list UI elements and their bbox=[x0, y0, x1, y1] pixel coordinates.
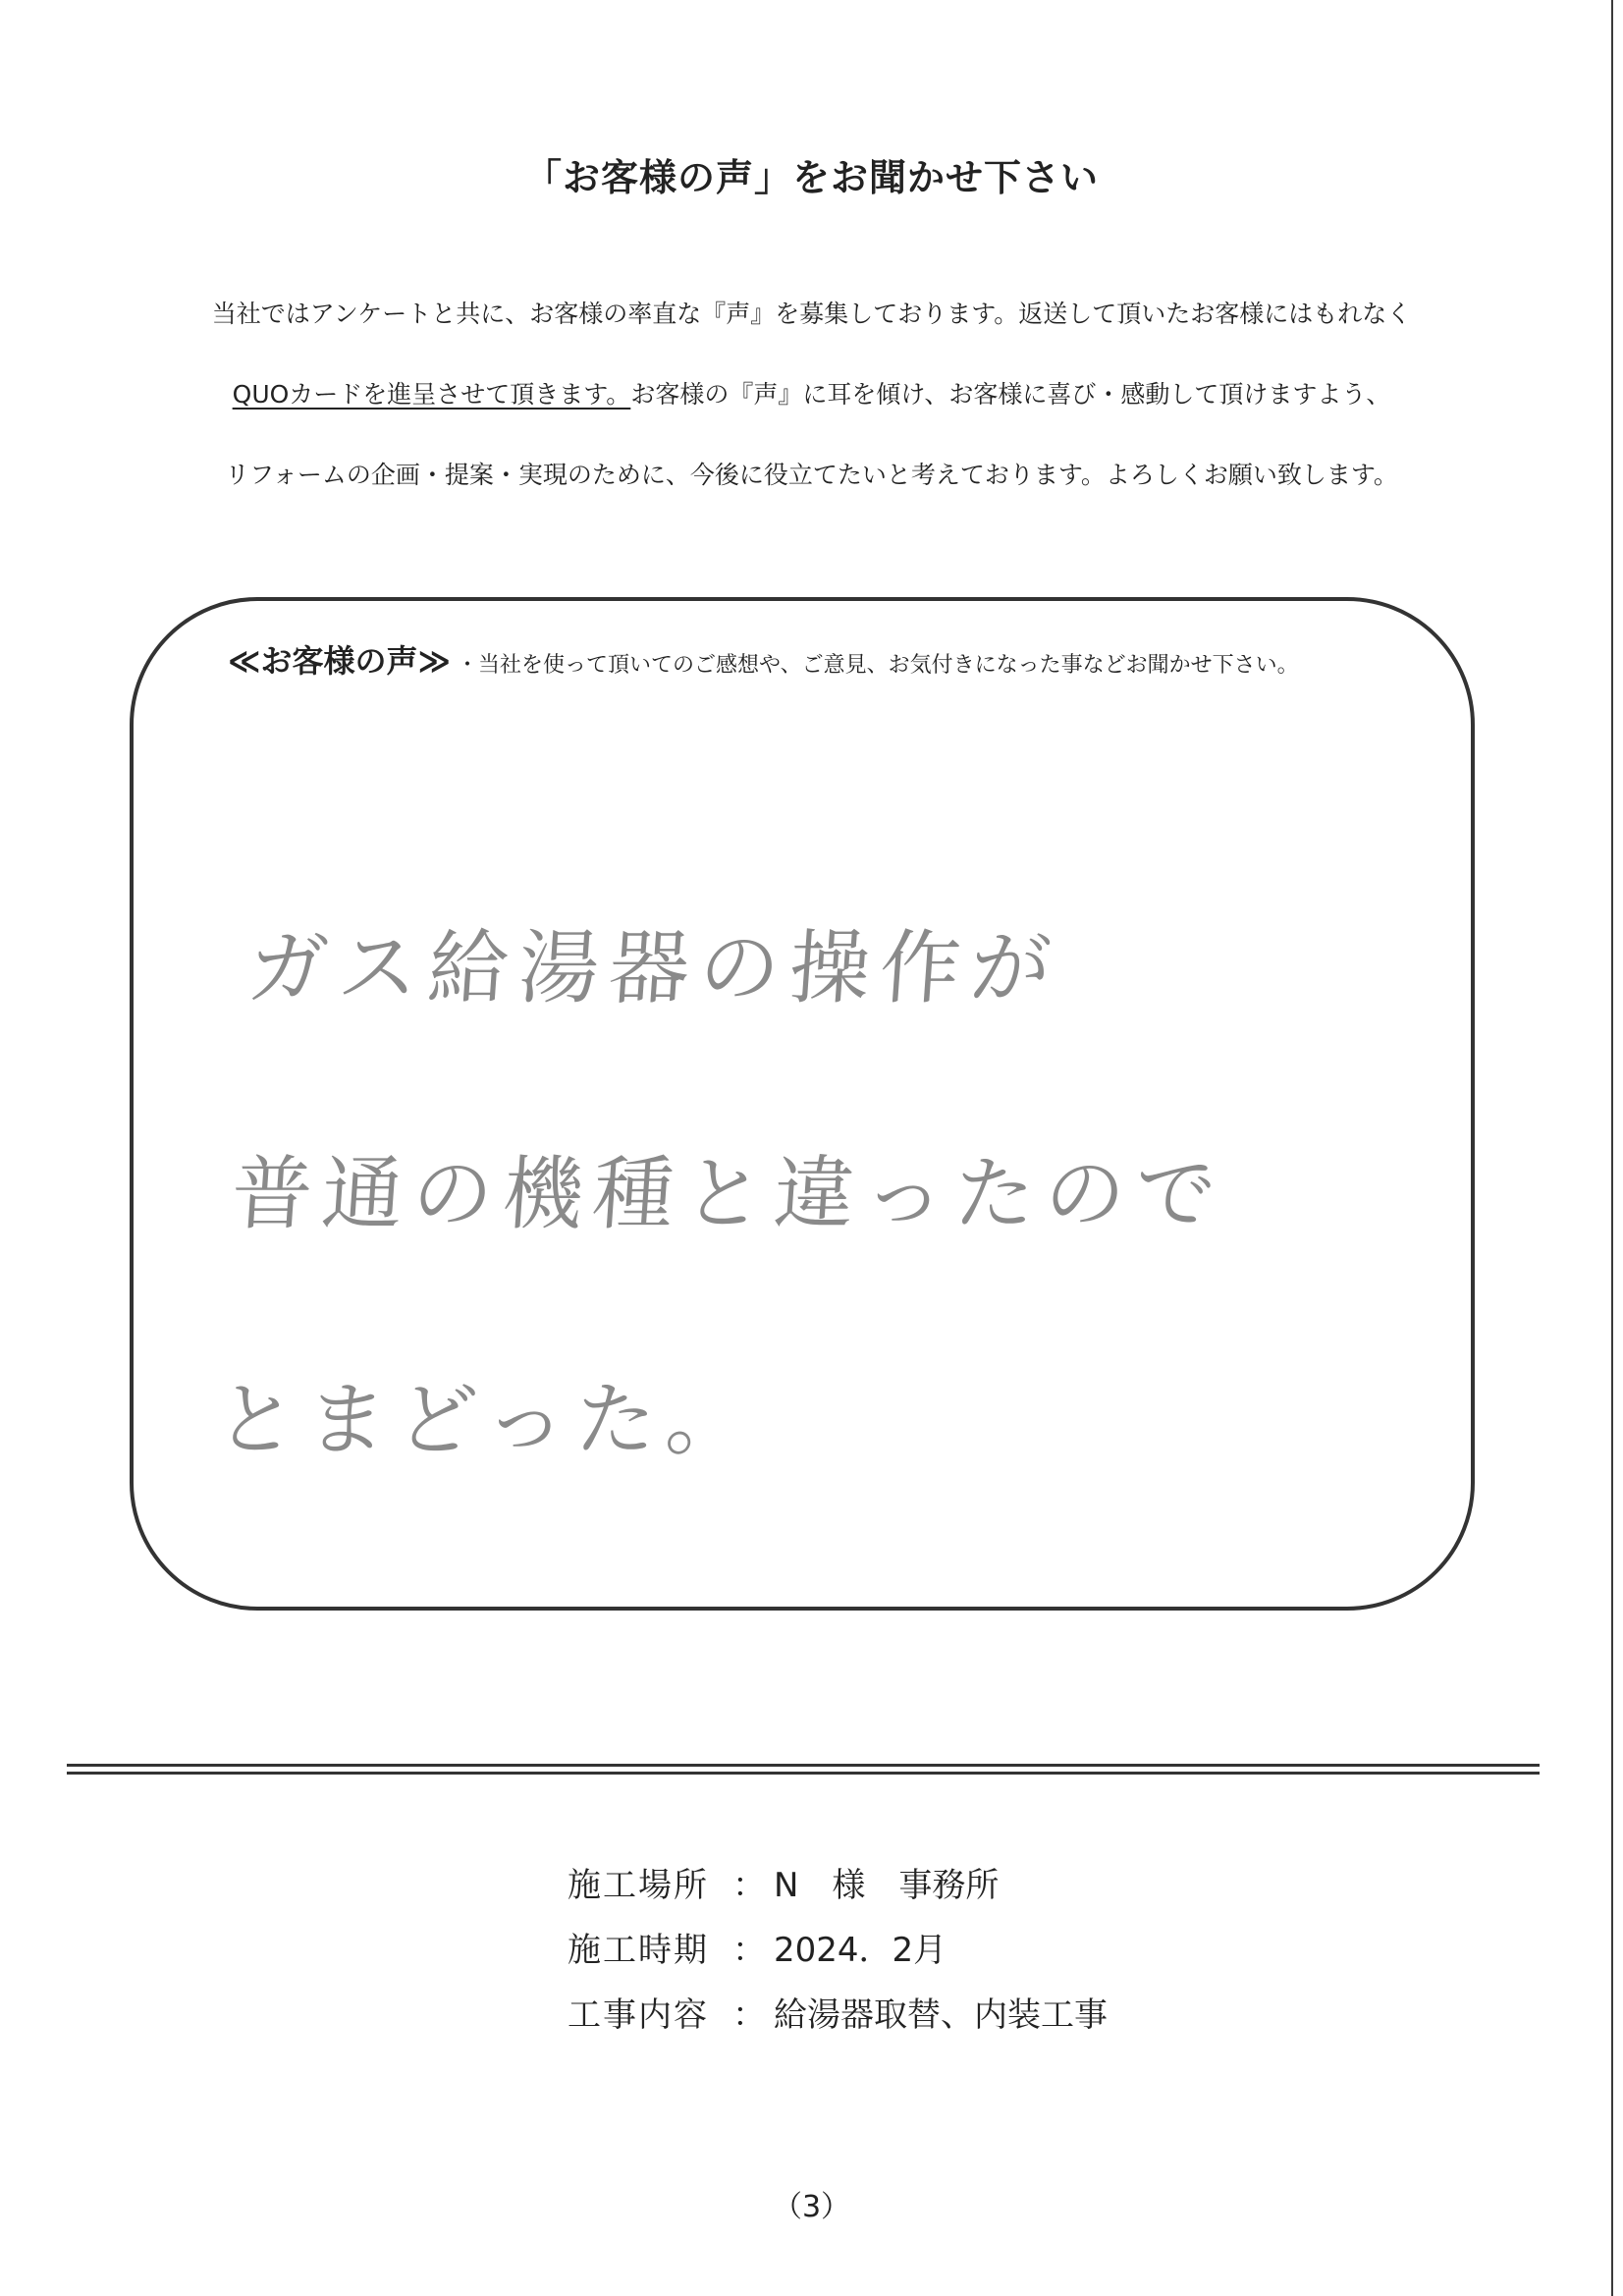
intro-line-3: リフォームの企画・提案・実現のために、今後に役立てたいと考えております。よろしくお願い致します。 bbox=[225, 461, 1398, 489]
period-value: 2024．2月 bbox=[774, 1931, 947, 1970]
divider-rule-bottom bbox=[67, 1772, 1540, 1775]
period-sep: ： bbox=[732, 1931, 766, 1970]
page-title: 「お客様の声」をお聞かせ下さい bbox=[523, 156, 1099, 199]
voice-header bbox=[228, 636, 1299, 682]
info-location-row bbox=[568, 1858, 999, 1906]
customer-voice-box bbox=[130, 597, 1475, 1611]
info-content-row bbox=[568, 1988, 1108, 2036]
handwritten-comment bbox=[208, 856, 1414, 1534]
location-sep: ： bbox=[732, 1866, 766, 1905]
page-edge-line bbox=[1611, 0, 1613, 2296]
content-label: 工事内容 bbox=[568, 1995, 709, 2035]
handwritten-line-3: とまどった。 bbox=[212, 1374, 760, 1467]
location-label: 施工場所 bbox=[568, 1866, 709, 1905]
intro-line-2 bbox=[0, 375, 1623, 410]
intro-line-2-rest: お客様の『声』に耳を傾け、お客様に喜び・感動して頂けますよう、 bbox=[630, 380, 1391, 409]
page-number: （3） bbox=[772, 2190, 851, 2224]
content-value: 給湯器取替、内装工事 bbox=[774, 1995, 1108, 2035]
info-period-row bbox=[568, 1923, 947, 1971]
period-label: 施工時期 bbox=[568, 1931, 709, 1970]
quo-card-notice: QUOカードを進呈させて頂きます。 bbox=[232, 380, 631, 409]
content-sep: ： bbox=[732, 1995, 766, 2035]
handwritten-line-1: ガス給湯器の操作が bbox=[243, 922, 1064, 1015]
location-value: N 様 事務所 bbox=[774, 1866, 1000, 1905]
voice-prompt: ・当社を使って頂いてのご感想や、ご意見、お気付きになった事などお聞かせ下さい。 bbox=[457, 653, 1299, 678]
handwritten-line-2: 普通の機種と違ったので bbox=[228, 1148, 1229, 1241]
intro-line-1: 当社ではアンケートと共に、お客様の率直な『声』を募集しております。返送して頂いたお客様にはもれなく bbox=[211, 300, 1412, 328]
divider-rule-top bbox=[67, 1764, 1540, 1767]
voice-label: ≪お客様の声≫ bbox=[228, 642, 452, 680]
